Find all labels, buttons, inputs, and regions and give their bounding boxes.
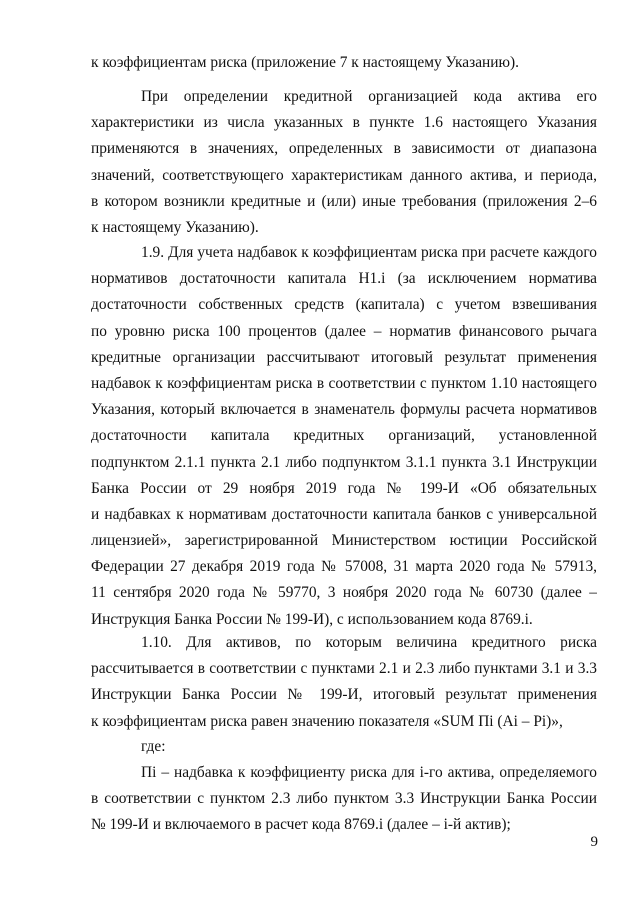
- text-line: При определении кредитной организацией кода актива его: [141, 88, 597, 105]
- text-line: значений, соответствующего характеристикам данного актива, и периода,: [91, 166, 597, 184]
- text-line: 1.9. Для учета надбавок к коэффициентам риска при расчете каждого: [141, 244, 597, 261]
- text-line: кредитные организации рассчитывают итоговый результат применения: [91, 348, 597, 366]
- text-line: Пi – надбавка к коэффициенту риска для i-го актива, определяемого: [141, 764, 597, 781]
- text-line: Инструкции Банка России № 199-И, итоговый результат применения: [91, 686, 597, 704]
- text-line: № 199-И и включаемого в расчет кода 8769.i (далее – i-й актив);: [91, 816, 511, 834]
- text-line: нормативов достаточности капитала Н1.i (за исключением норматива: [91, 270, 597, 288]
- page-number: 9: [590, 834, 598, 850]
- text-line: к коэффициентам риска равен значению показателя «SUM Пi (Ai – Pi)»,: [91, 712, 563, 730]
- text-line: в соответствии с пунктом 2.3 либо пунктом 3.3 Инструкции Банка России: [91, 790, 597, 808]
- text-line: 11 сентября 2020 года № 59770, 3 ноября 2020 года № 60730 (далее –: [91, 584, 597, 602]
- text-line: характеристики из числа указанных в пункте 1.6 настоящего Указания: [91, 114, 597, 132]
- text-line: достаточности капитала кредитных организаций, установленной: [91, 427, 597, 445]
- text-line: и надбавках к нормативам достаточности капитала банков с универсальной: [91, 505, 597, 523]
- paragraph-asset-code: [91, 84, 597, 241]
- text-line: Указания, который включается в знаменатель формулы расчета нормативов: [91, 401, 597, 419]
- text-line: Банка России от 29 ноября 2019 года № 199-И «Об обязательных: [91, 479, 597, 497]
- text-line: в котором возникли кредитные и (или) иные требования (приложения 2–6: [91, 192, 597, 210]
- text-line: рассчитывается в соответствии с пунктами 2.1 и 2.3 либо пунктами 3.1 и 3.3: [91, 660, 597, 678]
- text-line: лицензией», зарегистрированной Министерством юстиции Российской: [91, 532, 597, 550]
- text-line: к настоящему Указанию).: [91, 218, 259, 236]
- text-line: Инструкция Банка России № 199-И), с использованием кода 8769.i.: [91, 610, 533, 628]
- paragraph-continuation: [91, 50, 597, 76]
- text-line: по уровню риска 100 процентов (далее – норматив финансового рычага: [91, 322, 597, 340]
- text-line: где:: [141, 738, 166, 755]
- paragraph-1-9: [91, 240, 597, 633]
- text-line: подпунктом 2.1.1 пункта 2.1 либо подпунктом 3.1.1 пункта 3.1 Инструкции: [91, 453, 597, 471]
- paragraph-1-10: [91, 630, 597, 735]
- text-line: применяются в значениях, определенных в зависимости от диапазона: [91, 140, 597, 158]
- paragraph-where: [91, 734, 597, 760]
- text-line: 1.10. Для активов, по которым величина кредитного риска: [141, 634, 597, 651]
- text-line: Федерации 27 декабря 2019 года № 57008, 31 марта 2020 года № 57913,: [91, 558, 597, 576]
- text-line: надбавок к коэффициентам риска в соответствии с пунктом 1.10 настоящего: [91, 374, 597, 392]
- text-line: достаточности собственных средств (капитала) с учетом взвешивания: [91, 296, 597, 314]
- paragraph-definition: [91, 760, 597, 839]
- text-line: к коэффициентам риска (приложение 7 к настоящему Указанию).: [91, 54, 519, 71]
